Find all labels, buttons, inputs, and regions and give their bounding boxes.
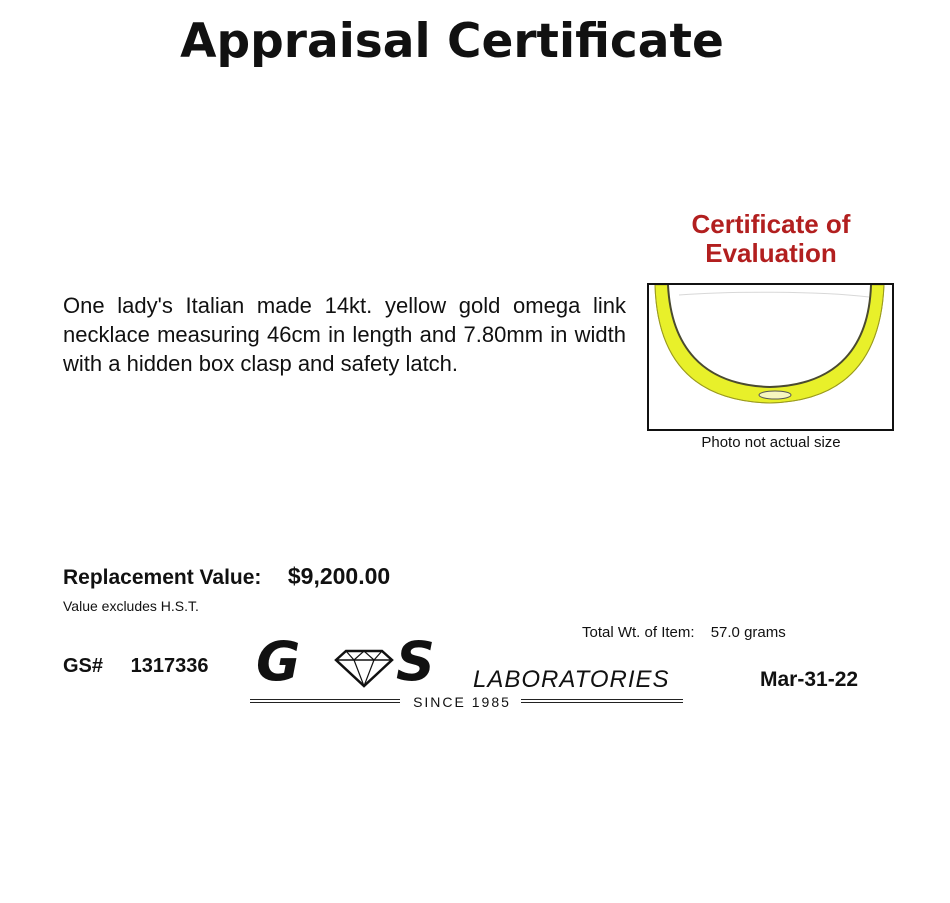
logo-letter-s: S — [396, 630, 435, 693]
certificate-number: 1317336 — [130, 655, 209, 677]
certificate-date: Mar-31-22 — [760, 668, 859, 691]
certificate-number-label: GS# — [63, 655, 104, 677]
evaluation-heading — [640, 210, 902, 268]
necklace-photo — [647, 283, 894, 431]
logo-since-text: SINCE 1985 — [413, 694, 511, 710]
logo-rule-right — [521, 699, 683, 703]
necklace-photo-image — [649, 285, 892, 429]
replacement-value-amount: $9,200.00 — [287, 563, 391, 589]
total-weight-row — [582, 624, 786, 641]
evaluation-heading-line2: Evaluation — [705, 238, 837, 268]
certificate-number-row — [63, 655, 208, 678]
photo-caption: Photo not actual size — [701, 434, 841, 451]
item-description: One lady's Italian made 14kt. yellow gold omega link necklace measuring 46cm in length and 7.80mm in width with a hidden box clasp and safety latch. — [63, 293, 626, 376]
logo-laboratories-text: LABORATORIES — [473, 666, 670, 693]
total-weight-value: 57.0 grams — [710, 624, 786, 641]
replacement-value-row — [63, 563, 390, 590]
logo-rule-left — [250, 699, 400, 703]
total-weight-label: Total Wt. of Item: — [582, 624, 695, 641]
replacement-value-label: Replacement Value: — [63, 566, 262, 589]
diamond-icon — [330, 648, 398, 688]
page-title: Appraisal Certificate — [180, 14, 724, 69]
tax-note: Value excludes H.S.T. — [63, 598, 199, 614]
logo-letter-g: G — [256, 630, 301, 693]
evaluation-heading-line1: Certificate of — [691, 209, 851, 239]
